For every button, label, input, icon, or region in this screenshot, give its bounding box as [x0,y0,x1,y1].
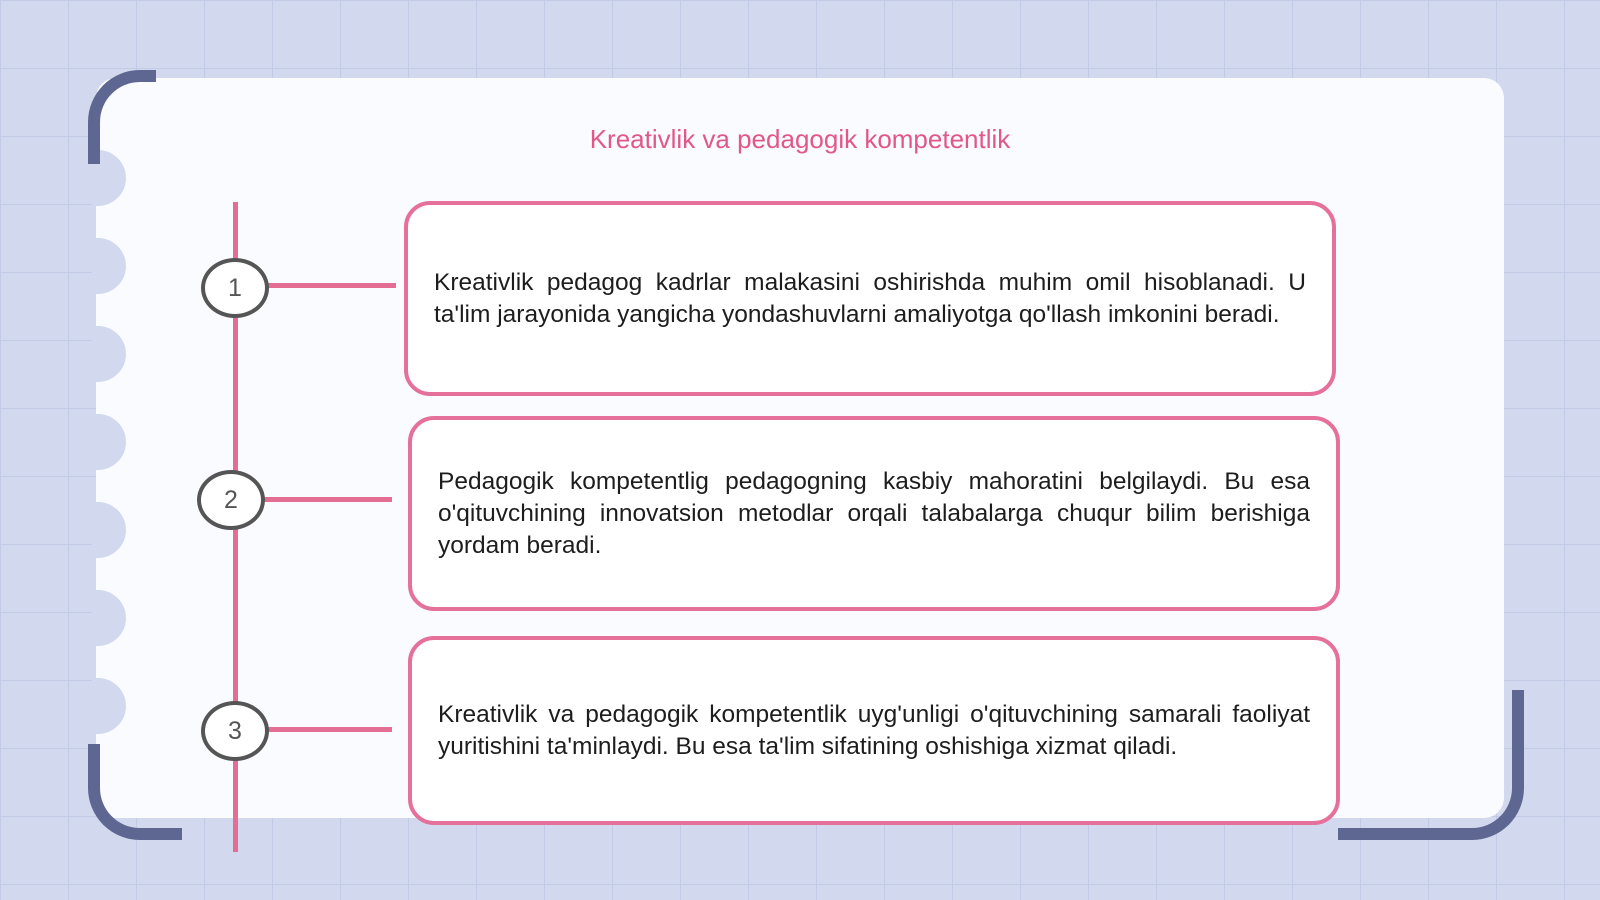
step-number-1: 1 [201,258,269,318]
timeline-connector-1 [266,283,396,288]
step-box-2 [408,416,1340,611]
step-box-1 [404,201,1336,396]
frame-corner-top-left [88,70,156,164]
timeline-connector-2 [262,497,392,502]
slide-title: Kreativlik va pedagogik kompetentlik [589,124,1011,154]
frame-corner-bottom-right [1338,690,1524,840]
step-text-1: Kreativlik pedagog kadrlar malakasini oshirishda muhim omil hisoblanadi. U ta'lim jarayonida yangicha yondashuvlarni amaliyotga qo'llash imkonini beradi. [434,268,1306,328]
timeline-connector-3 [266,727,392,732]
step-number-2: 2 [197,470,265,530]
step-text-2: Pedagogik kompetentlig pedagogning kasbiy mahoratini belgilaydi. Bu esa o'qituvchining innovatsion metodlar orqali talabalarga chuqur bilim berishiga yordam beradi. [438,467,1310,559]
step-box-3 [408,636,1340,825]
step-number-3: 3 [201,701,269,761]
step-text-3: Kreativlik va pedagogik kompetentlik uyg'unligi o'qituvchining samarali faoliyat yuritishini ta'minlaydi. Bu esa ta'lim sifatining oshishiga xizmat qiladi. [438,700,1310,760]
frame-corner-bottom-left [88,744,182,840]
